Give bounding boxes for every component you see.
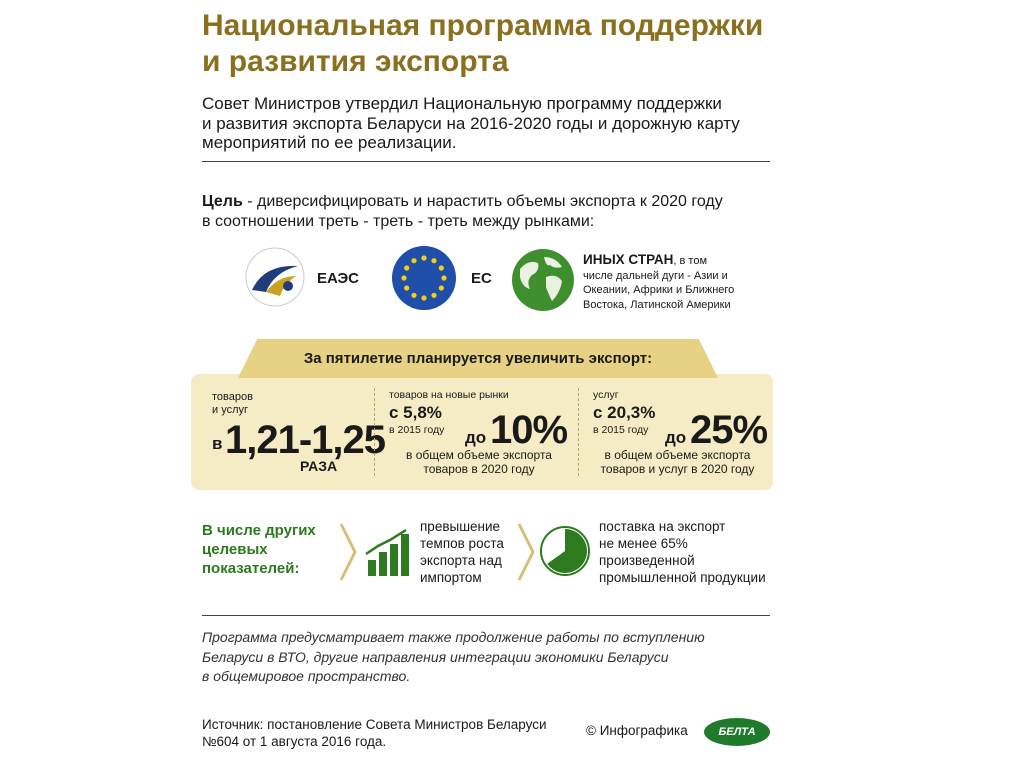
belta-logo: БЕЛТА xyxy=(704,718,770,746)
goal-text: Цель - диверсифицировать и нарастить объемы экспорта к 2020 году в соотношении треть - треть - треть между рынками: xyxy=(202,193,723,230)
chevron-right-icon xyxy=(516,522,536,587)
services-to-value: 25% xyxy=(690,408,768,452)
source-text: Источник: постановление Совета Министров Беларуси №604 от 1 августа 2016 года. xyxy=(202,717,547,749)
indicator-2-text: поставка на экспорт не менее 65% произведенной промышленной продукции xyxy=(599,519,766,585)
new-markets-label: товаров на новые рынки xyxy=(389,389,509,401)
new-markets-to-value: 10% xyxy=(490,408,568,452)
eaes-logo-icon xyxy=(244,246,306,313)
pie-chart-icon xyxy=(538,524,592,583)
divider xyxy=(202,161,770,162)
indicators-heading: В числе других целевых показателей: xyxy=(202,522,316,577)
goods-services-unit: РАЗА xyxy=(300,458,338,474)
credit-text: © Инфографика xyxy=(586,723,688,738)
services-to-prefix: до xyxy=(665,428,687,447)
goods-services-value: 1,21-1,25 xyxy=(225,418,386,462)
services-from-year: в 2015 году xyxy=(593,424,649,436)
chevron-right-icon xyxy=(338,522,358,587)
new-markets-to-prefix: до xyxy=(465,428,487,447)
page-title: Национальная программа поддержки и развития экспорта xyxy=(202,9,764,78)
footnote: Программа предусматривает также продолжение работы по вступлению Беларуси в ВТО, другие направления интеграции экономики Беларуси в общемировое пространство. xyxy=(202,629,705,684)
panel-divider xyxy=(578,388,579,476)
divider xyxy=(202,615,770,616)
goods-services-label: товаров и услуг xyxy=(212,391,253,416)
growth-chart-icon xyxy=(364,528,412,583)
new-markets-from-value: с 5,8% xyxy=(389,403,442,422)
services-note: в общем объеме экспорта товаров и услуг в 2020 году xyxy=(600,448,755,476)
services-label: услуг xyxy=(593,389,619,401)
plan-ribbon-text: За пятилетие планируется увеличить экспорт: xyxy=(303,350,653,367)
eaes-label: ЕАЭС xyxy=(317,270,359,287)
new-markets-note: в общем объеме экспорта товаров в 2020 году xyxy=(406,448,552,476)
new-markets-from-year: в 2015 году xyxy=(389,424,445,436)
eu-flag-icon xyxy=(391,245,457,316)
panel-divider xyxy=(374,388,375,476)
services-from-value: с 20,3% xyxy=(593,403,656,422)
globe-icon xyxy=(510,247,576,318)
indicator-1-text: превышение темпов роста экспорта над импортом xyxy=(420,519,504,585)
intro-paragraph: Совет Министров утвердил Национальную программу поддержки и развития экспорта Беларуси на 2016-2020 годы и дорожную карту мероприятий по ее реализации. xyxy=(202,94,740,152)
goods-services-prefix: в xyxy=(212,434,223,453)
other-countries-text: ИНЫХ СТРАН, в том числе дальней дуги - Азии и Океании, Африки и Ближнего Востока, Латинской Америки xyxy=(583,252,735,311)
eu-label: ЕС xyxy=(471,270,492,287)
